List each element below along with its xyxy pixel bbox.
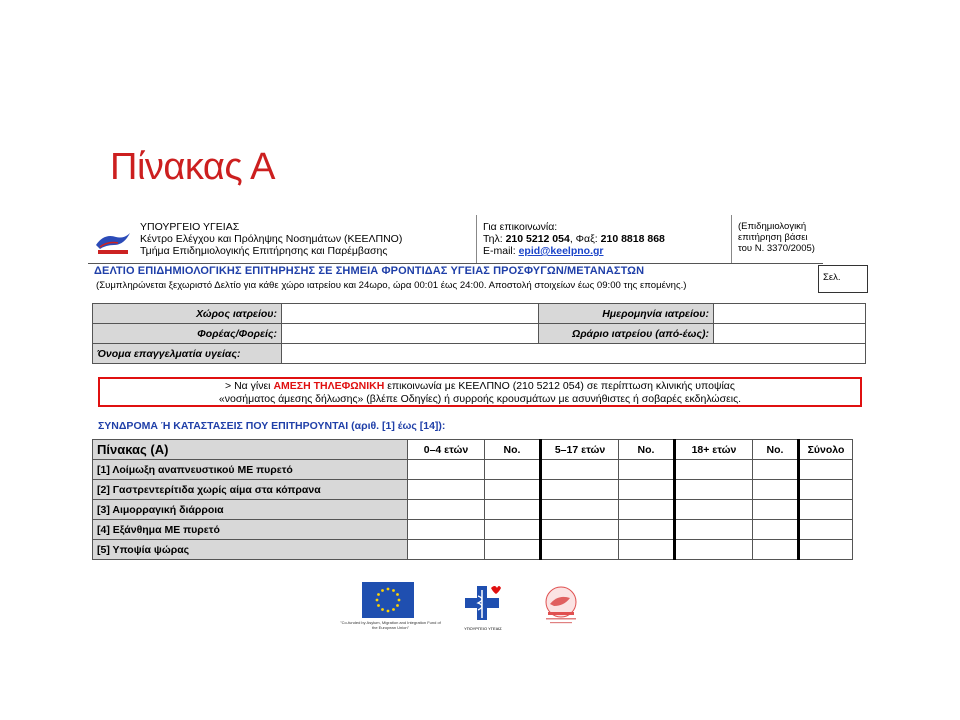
count-cell[interactable] [675,460,753,480]
form-subtitle: (Συμπληρώνεται ξεχωριστό Δελτίο για κάθε χώρο ιατρείου και 24ωρο, ώρα 00:01 έως 24:00. Αποστολή στοιχείων έως 09:00 της επομένης.) [96,280,687,291]
date-label: Ημερομηνία ιατρείου: [539,304,714,324]
count-cell[interactable] [753,540,799,560]
row-label: [4] Εξάνθημα ΜΕ πυρετό [93,520,408,540]
page-number-field[interactable] [818,265,868,293]
header-divider [731,215,732,263]
site-field[interactable] [282,304,539,324]
header-rule [88,263,823,264]
hours-field[interactable] [714,324,866,344]
eu-flag-icon [362,582,414,618]
count-cell[interactable] [485,500,541,520]
info-table [92,303,866,364]
count-cell[interactable] [485,460,541,480]
count-cell[interactable] [675,540,753,560]
alert-emphasis: ΑΜΕΣΗ ΤΗΛΕΦΩΝΙΚΗ [273,380,385,392]
alert-line1: επικοινωνία με ΚΕΕΛΠΝΟ (210 5212 054) σε περίπτωση κλινικής υποψίας [384,380,735,392]
hours-label: Ωράριο ιατρείου (από-έως): [539,324,714,344]
keelpno-emblem-icon [538,582,584,628]
header-divider [476,215,477,263]
agency-field[interactable] [282,324,539,344]
col-header: 5–17 ετών [541,440,619,460]
count-cell[interactable] [541,520,619,540]
contact-label: Για επικοινωνία: [483,221,558,233]
legal-note [738,221,815,254]
agency-label: Φορέας/Φορείς: [93,324,282,344]
phone-prefix: Τηλ: [483,233,506,245]
total-cell[interactable] [799,460,853,480]
slide-title: Πίνακας Α [110,146,275,188]
count-cell[interactable] [619,540,675,560]
count-cell[interactable] [485,520,541,540]
total-cell[interactable] [799,520,853,540]
email-link[interactable]: epid@keelpno.gr [518,245,604,257]
row-label: [5] Υποψία ψώρας [93,540,408,560]
count-cell[interactable] [619,520,675,540]
table-row [93,540,853,560]
col-header: Νο. [619,440,675,460]
legal-line: (Επιδημιολογική [738,221,807,232]
count-cell[interactable] [619,500,675,520]
count-cell[interactable] [408,540,485,560]
eu-caption: "Co-funded by Asylum, Migration and Integration Fund of the European Union" [340,620,441,630]
table-row [93,480,853,500]
form-title: ΔΕΛΤΙΟ ΕΠΙΔΗΜΙΟΛΟΓΙΚΗΣ ΕΠΙΤΗΡΗΣΗΣ ΣΕ ΣΗΜΕΙΑ ΦΡΟΝΤΙΔΑΣ ΥΓΕΙΑΣ ΠΡΟΣΦΥΓΩΝ/ΜΕΤΑΝΑΣΤΩΝ [94,265,645,277]
table-label: Πίνακας (Α) [93,440,408,460]
email-prefix: E-mail: [483,245,519,257]
count-cell[interactable] [753,500,799,520]
count-cell[interactable] [675,480,753,500]
row-label: [2] Γαστρεντερίτιδα χωρίς αίμα στα κόπρανα [93,480,408,500]
count-cell[interactable] [541,460,619,480]
form-header [88,215,868,265]
table-row [93,520,853,540]
ministry-of-health-logo-icon [461,582,503,624]
org-line: ΥΠΟΥΡΓΕΙΟ ΥΓΕΙΑΣ [140,221,240,233]
site-label: Χώρος ιατρείου: [93,304,282,324]
count-cell[interactable] [408,500,485,520]
table-row [93,500,853,520]
alert-line2: «νοσήματος άμεσης δήλωσης» (βλέπε Οδηγίες) ή συρροής κρουσμάτων με ασυνήθιστες ή σοβαρές εκδηλώσεις. [218,393,742,405]
count-cell[interactable] [408,480,485,500]
row-label: [3] Αιμορραγική διάρροια [93,500,408,520]
contact-block [483,221,665,257]
legal-line: του Ν. 3370/2005) [738,243,815,254]
col-header: Νο. [485,440,541,460]
alert-box [98,377,862,407]
col-header: Σύνολο [799,440,853,460]
count-cell[interactable] [619,460,675,480]
count-cell[interactable] [541,500,619,520]
col-header: 18+ ετών [675,440,753,460]
count-cell[interactable] [485,540,541,560]
count-cell[interactable] [541,480,619,500]
total-cell[interactable] [799,540,853,560]
date-field[interactable] [714,304,866,324]
count-cell[interactable] [619,480,675,500]
org-line: Τμήμα Επιδημιολογικής Επιτήρησης και Παρέμβασης [140,245,388,257]
count-cell[interactable] [675,520,753,540]
organization-block [140,221,402,257]
keelpno-logo-icon [94,229,132,255]
count-cell[interactable] [408,520,485,540]
count-cell[interactable] [753,480,799,500]
total-cell[interactable] [799,500,853,520]
professional-label: Όνομα επαγγελματία υγείας: [93,344,282,364]
count-cell[interactable] [753,460,799,480]
count-cell[interactable] [408,460,485,480]
professional-field[interactable] [282,344,866,364]
syndromes-table [92,439,853,560]
fax-prefix: , Φαξ: [569,233,601,245]
surveillance-form [88,215,868,635]
fax-number: 210 8818 868 [600,233,665,245]
alert-prefix: > Να γίνει [225,380,274,392]
org-line: Κέντρο Ελέγχου και Πρόληψης Νοσημάτων (ΚΕΕΛΠΝΟ) [140,233,403,245]
syndromes-title: ΣΥΝΔΡΟΜΑ Ή ΚΑΤΑΣΤΑΣΕΙΣ ΠΟΥ ΕΠΙΤΗΡΟΥΝΤΑΙ (αριθ. [1] έως [14]): [98,420,446,432]
col-header: Νο. [753,440,799,460]
funding-logos [338,578,598,634]
legal-line: επιτήρηση βάσει [738,232,808,243]
count-cell[interactable] [675,500,753,520]
row-label: [1] Λοίμωξη αναπνευστικού ΜΕ πυρετό [93,460,408,480]
ministry-caption: ΥΠΟΥΡΓΕΙΟ ΥΓΕΙΑΣ [464,626,502,631]
count-cell[interactable] [485,480,541,500]
table-row [93,460,853,480]
table-header-row [93,440,853,460]
col-header: 0–4 ετών [408,440,485,460]
total-cell[interactable] [799,480,853,500]
count-cell[interactable] [753,520,799,540]
count-cell[interactable] [541,540,619,560]
page-label: Σελ. [823,272,841,283]
phone-number: 210 5212 054 [505,233,570,245]
